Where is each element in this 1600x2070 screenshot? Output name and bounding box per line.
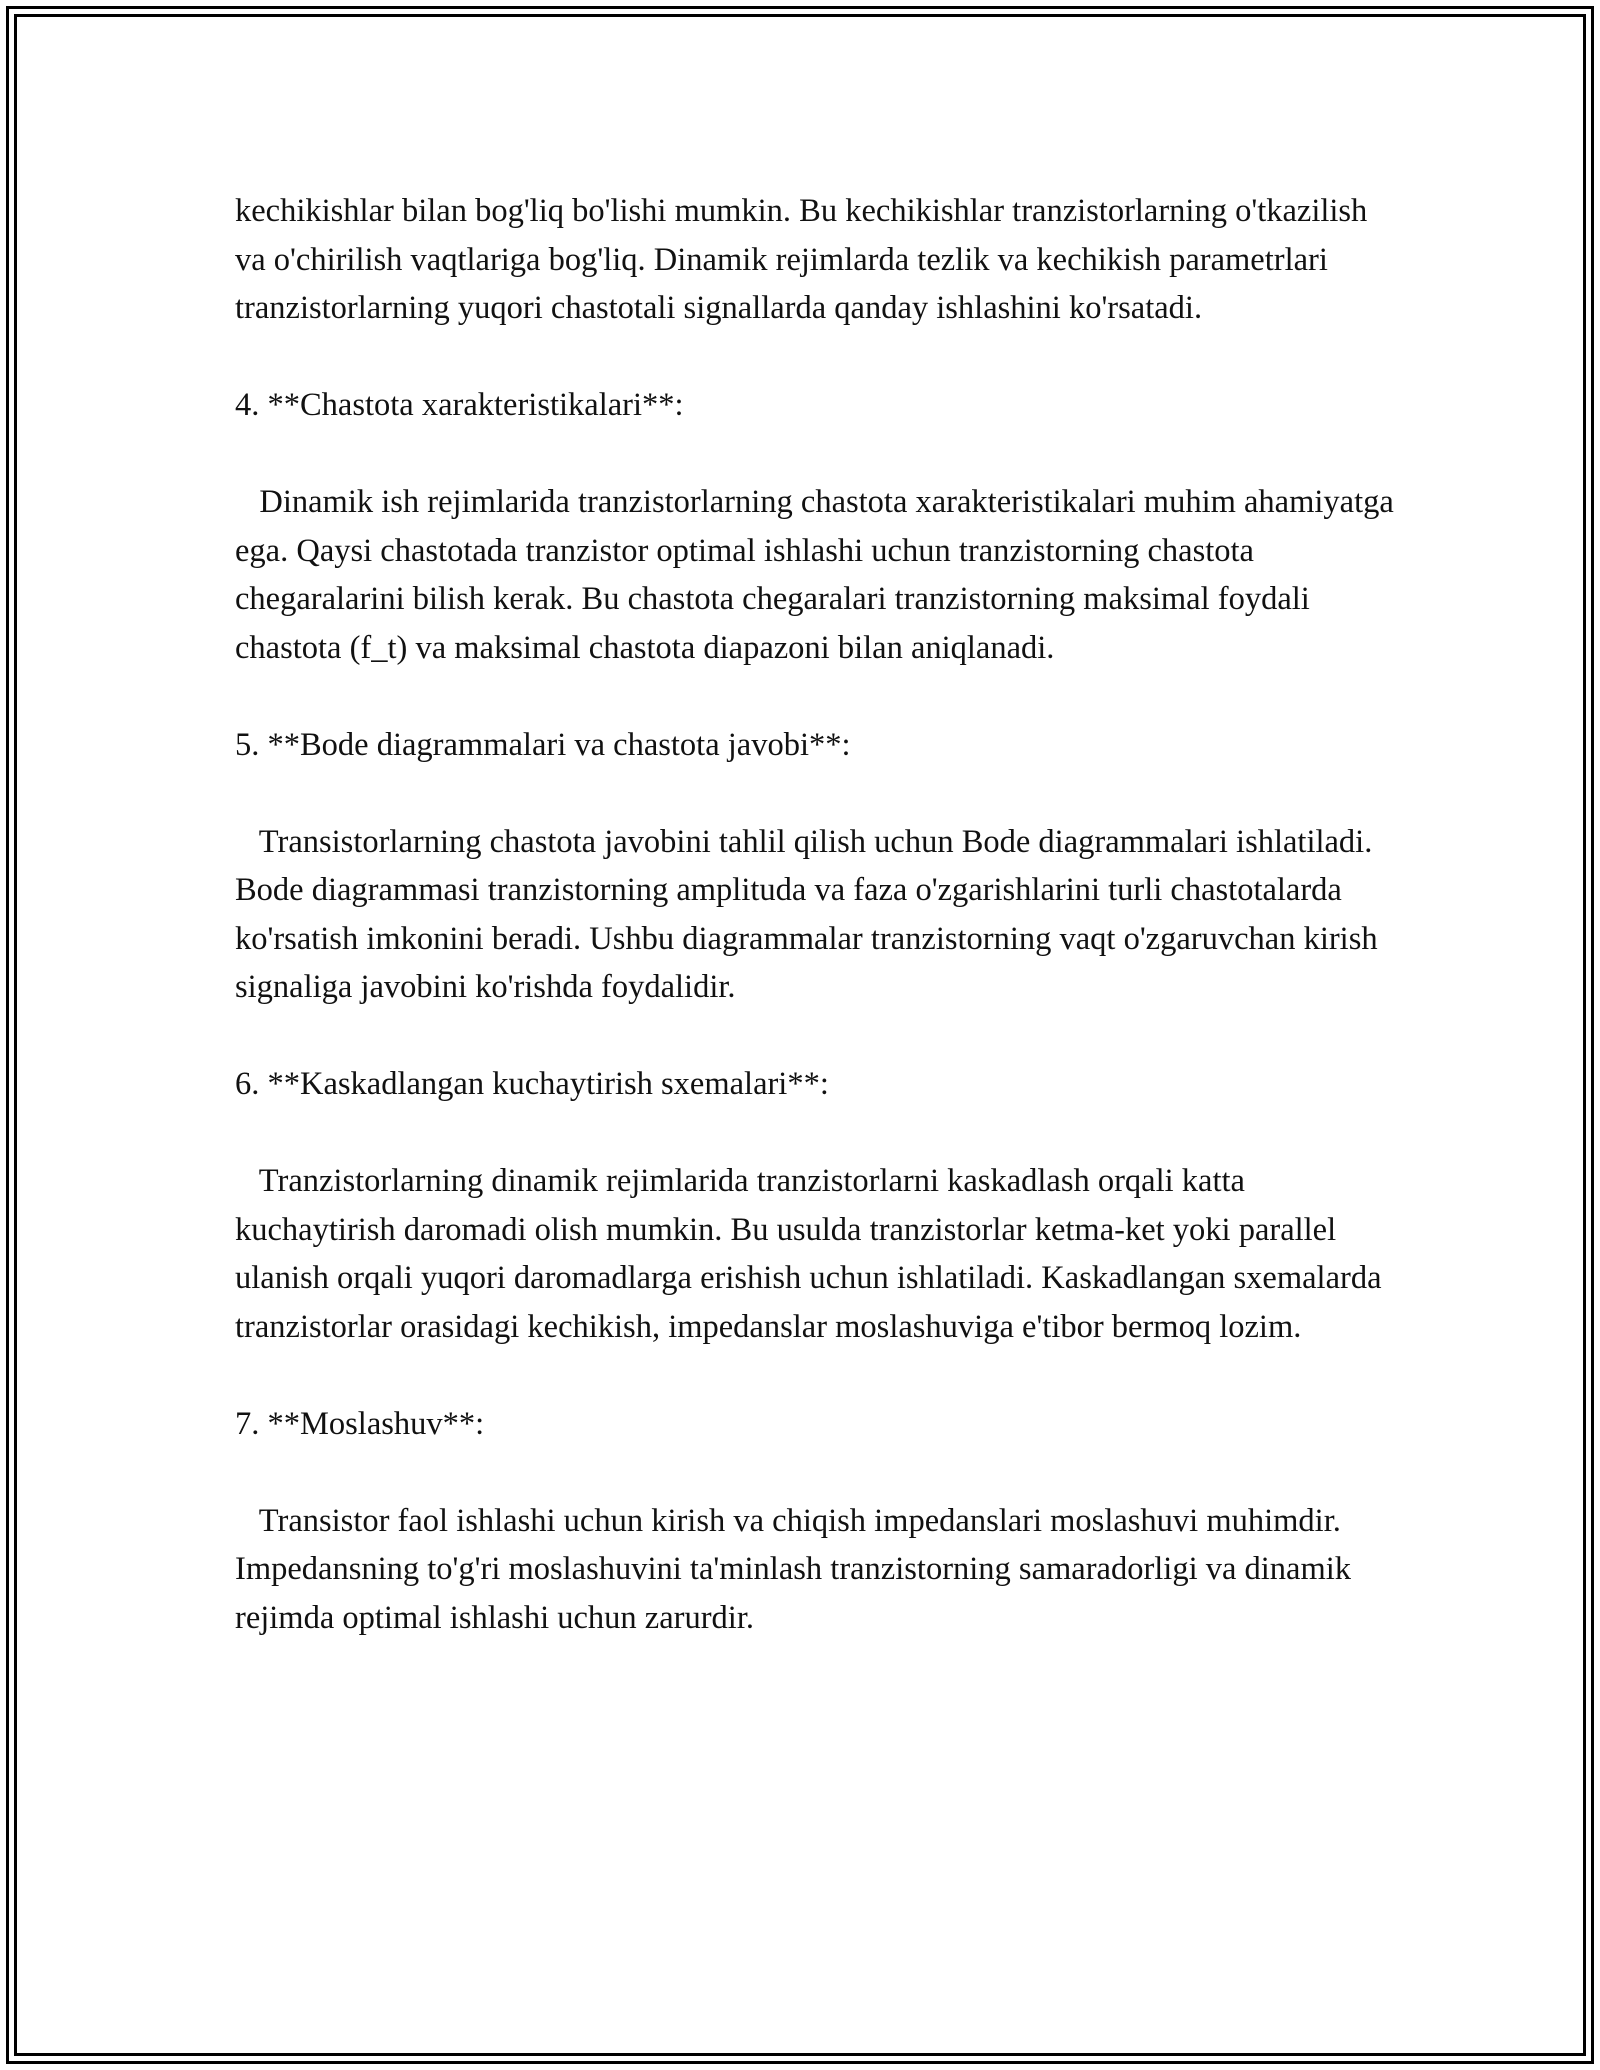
paragraph-kaskadlangan-sxemalar: Tranzistorlarning dinamik rejimlarida tranzistorlarni kaskadlash orqali katta kuchaytirish daromadi olish mumkin. Bu usulda tranzistorlar ketma-ket yoki parallel ulanish orqali yuqori daromadlarga erishish uchun ishlatiladi. Kaskadlangan sxemalarda tranzistorlar orasidagi kechikish, impedanslar moslashuviga e'tibor bermoq lozim. (235, 1163, 1382, 1345)
heading-kaskadlangan-sxemalar: 6. **Kaskadlangan kuchaytirish sxemalari**: (235, 1066, 829, 1102)
heading-bode-diagrammalari: 5. **Bode diagrammalari va chastota javobi**: (235, 726, 851, 763)
paragraph-bode-diagrammalari: Transistorlarning chastota javobini tahlil qilish uchun Bode diagrammalari ishlatiladi. Bode diagrammasi tranzistorning amplituda va faza o'zgarishlarini turli chastotalarda ko'rsatish imkonini beradi. Ushbu diagrammalar tranzistorning vaqt o'zgaruvchan kirish signaliga javobini ko'rishda foydalidir. (235, 823, 1378, 1005)
paragraph-chastota-xarakteristikalari: Dinamik ish rejimlarida tranzistorlarning chastota xarakteristikalari muhim ahamiyatga ega. Qaysi chastotada tranzistor optimal ishlashi uchun tranzistorning chastota chegaralarini bilish kerak. Bu chastota chegaralari tranzistorning maksimal foydali chastota (f_t) va maksimal chastota diapazoni bilan aniqlanadi. (235, 484, 1394, 666)
heading-moslashuv: 7. **Moslashuv**: (235, 1405, 485, 1442)
paragraph-continuation: kechikishlar bilan bog'liq bo'lishi mumkin. Bu kechikishlar tranzistorlarning o'tkazilish va o'chirilish vaqtlariga bog'liq. Dinamik rejimlarda tezlik va kechikish parametrlari tranzistorlarning yuqori chastotali signallarda qanday ishlashini ko'rsatadi. (235, 193, 1368, 326)
document-body (235, 187, 1395, 1642)
paragraph-moslashuv: Transistor faol ishlashi uchun kirish va chiqish impedanslari moslashuvi muhimdir. Impedansning to'g'ri moslashuvini ta'minlash tranzistorning samaradorligi va dinamik rejimda optimal ishlashi uchun zarurdir. (235, 1502, 1352, 1636)
heading-chastota-xarakteristikalari: 4. **Chastota xarakteristikalari**: (235, 387, 684, 423)
